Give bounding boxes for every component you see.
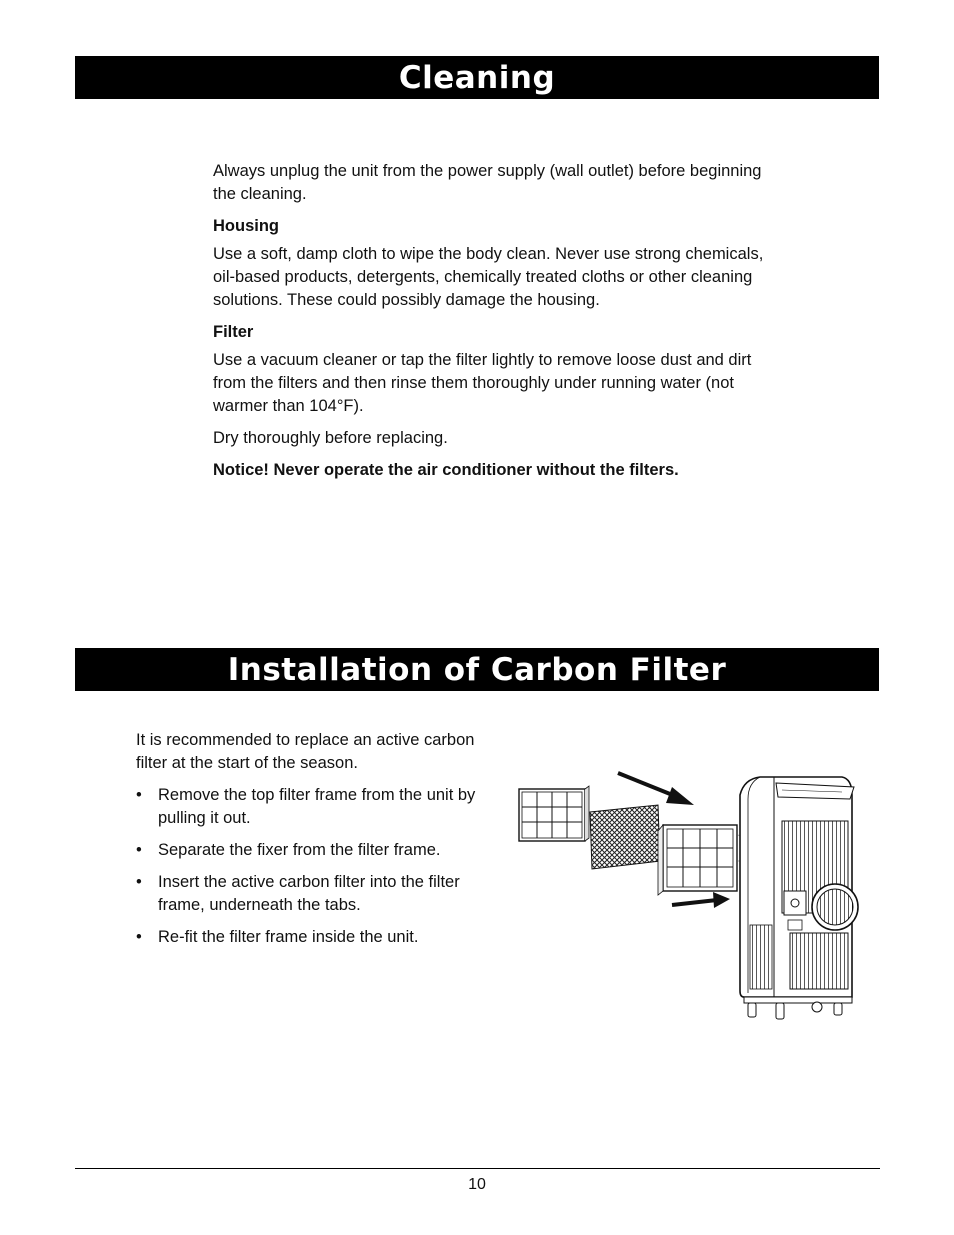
push-arrow-icon [672,892,730,908]
housing-text: Use a soft, damp cloth to wipe the body clean. Never use strong chemicals, oil-based products, detergents, chemically treated cloths or other cleaning solutions. These could possibly damage the housing. [213,245,764,309]
filter-heading: Filter [213,323,254,341]
bullet-icon: • [136,786,142,804]
filter-frame [658,825,737,895]
filter-text: Use a vacuum cleaner or tap the filter lightly to remove loose dust and dirt from the filters and then rinse them thoroughly under running water (not warmer than 104°F). [213,351,752,415]
footer-divider [75,1168,880,1169]
carbon-intro: It is recommended to replace an active carbon filter at the start of the season. [136,731,475,772]
bullet-icon: • [136,841,142,859]
page-number: 10 [468,1176,486,1193]
cleaning-heading-banner [75,56,879,99]
carbon-filter-mesh [590,805,660,869]
bullet-icon: • [136,873,142,891]
step-text: Remove the top filter frame from the unit by pulling it out. [158,786,476,827]
air-conditioner-unit [740,777,858,1019]
cleaning-intro: Always unplug the unit from the power supply (wall outlet) before beginning the cleaning. [213,162,762,203]
housing-heading: Housing [213,217,279,235]
list-item [136,839,476,862]
list-item [136,871,476,917]
filter-fixer-frame [519,786,589,841]
step-text: Insert the active carbon filter into the filter frame, underneath the tabs. [158,873,460,914]
step-text: Separate the fixer from the filter frame. [158,841,441,859]
step-text: Re-fit the filter frame inside the unit. [158,928,419,946]
carbon-filter-title: Installation of Carbon Filter [227,651,727,688]
insert-arrow-icon [618,773,694,805]
cleaning-section [213,160,773,491]
carbon-filter-installation-illustration [512,765,860,1027]
carbon-filter-section [136,729,476,958]
cleaning-title: Cleaning [398,59,556,96]
carbon-filter-heading-banner [75,648,879,691]
carbon-steps-list [136,784,476,949]
dry-text: Dry thoroughly before replacing. [213,429,448,447]
bullet-icon: • [136,928,142,946]
list-item [136,784,476,830]
list-item [136,926,476,949]
notice-text: Notice! Never operate the air conditioner without the filters. [213,461,679,479]
